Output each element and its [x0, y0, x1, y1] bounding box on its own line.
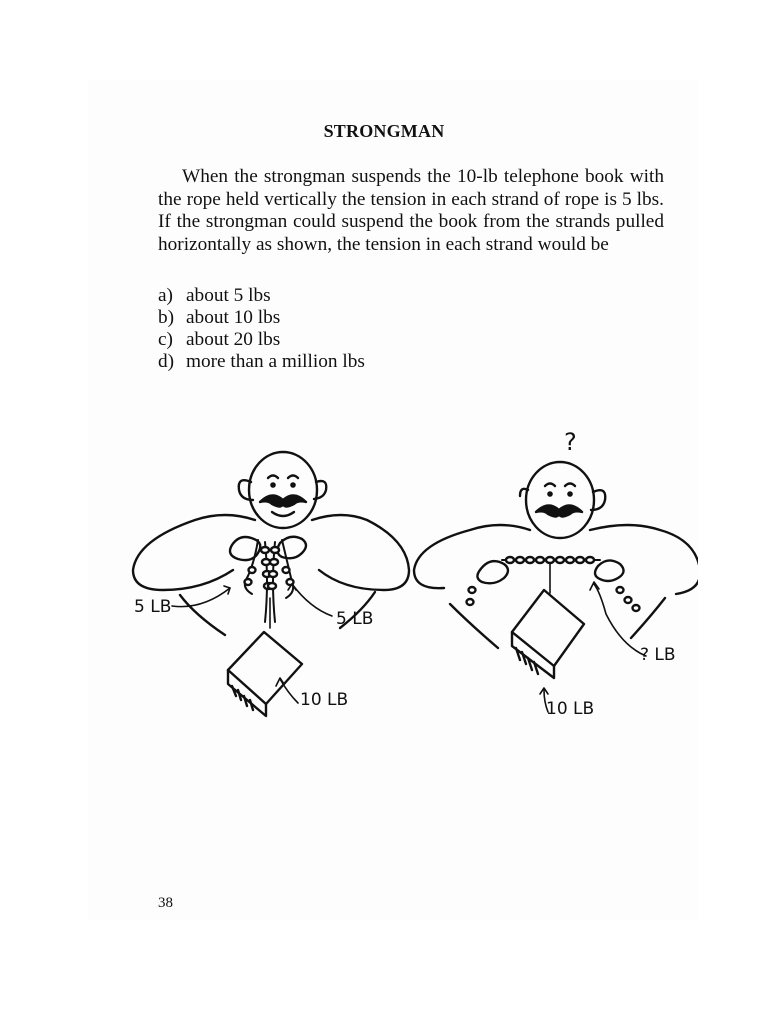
- problem-paragraph: When the strongman suspends the 10-lb telephone book with the rope held vertically the tension in each strand of rope is 5 lbs. If the strongman could suspend the book from the strands pulled horizontally as shown, the tension in each strand would be: [158, 166, 664, 255]
- option-text: about 20 lbs: [186, 329, 281, 350]
- answer-options: [158, 285, 664, 373]
- option-letter: c): [158, 329, 173, 350]
- strongman-illustration: [120, 420, 698, 740]
- label-strand-unknown: ? LB: [640, 645, 676, 665]
- option-a: [158, 285, 664, 307]
- label-strand-right: 5 LB: [336, 609, 374, 629]
- label-question-mark: ?: [564, 428, 577, 456]
- page-title: STRONGMAN: [323, 121, 445, 141]
- label-strand-left: 5 LB: [134, 597, 172, 617]
- option-letter: a): [158, 285, 173, 306]
- label-book-left: 10 LB: [300, 690, 349, 710]
- strongman-vertical: [133, 452, 409, 716]
- option-letter: d): [158, 351, 175, 372]
- option-text: about 10 lbs: [186, 307, 281, 328]
- option-letter: b): [158, 307, 175, 328]
- option-text: more than a million lbs: [186, 351, 365, 372]
- option-c: [158, 329, 664, 351]
- option-d: [158, 351, 664, 373]
- label-book-right: 10 LB: [546, 699, 595, 719]
- strongman-horizontal: [414, 462, 698, 712]
- page-number: 38: [158, 895, 173, 911]
- option-b: [158, 307, 664, 329]
- option-text: about 5 lbs: [186, 285, 271, 306]
